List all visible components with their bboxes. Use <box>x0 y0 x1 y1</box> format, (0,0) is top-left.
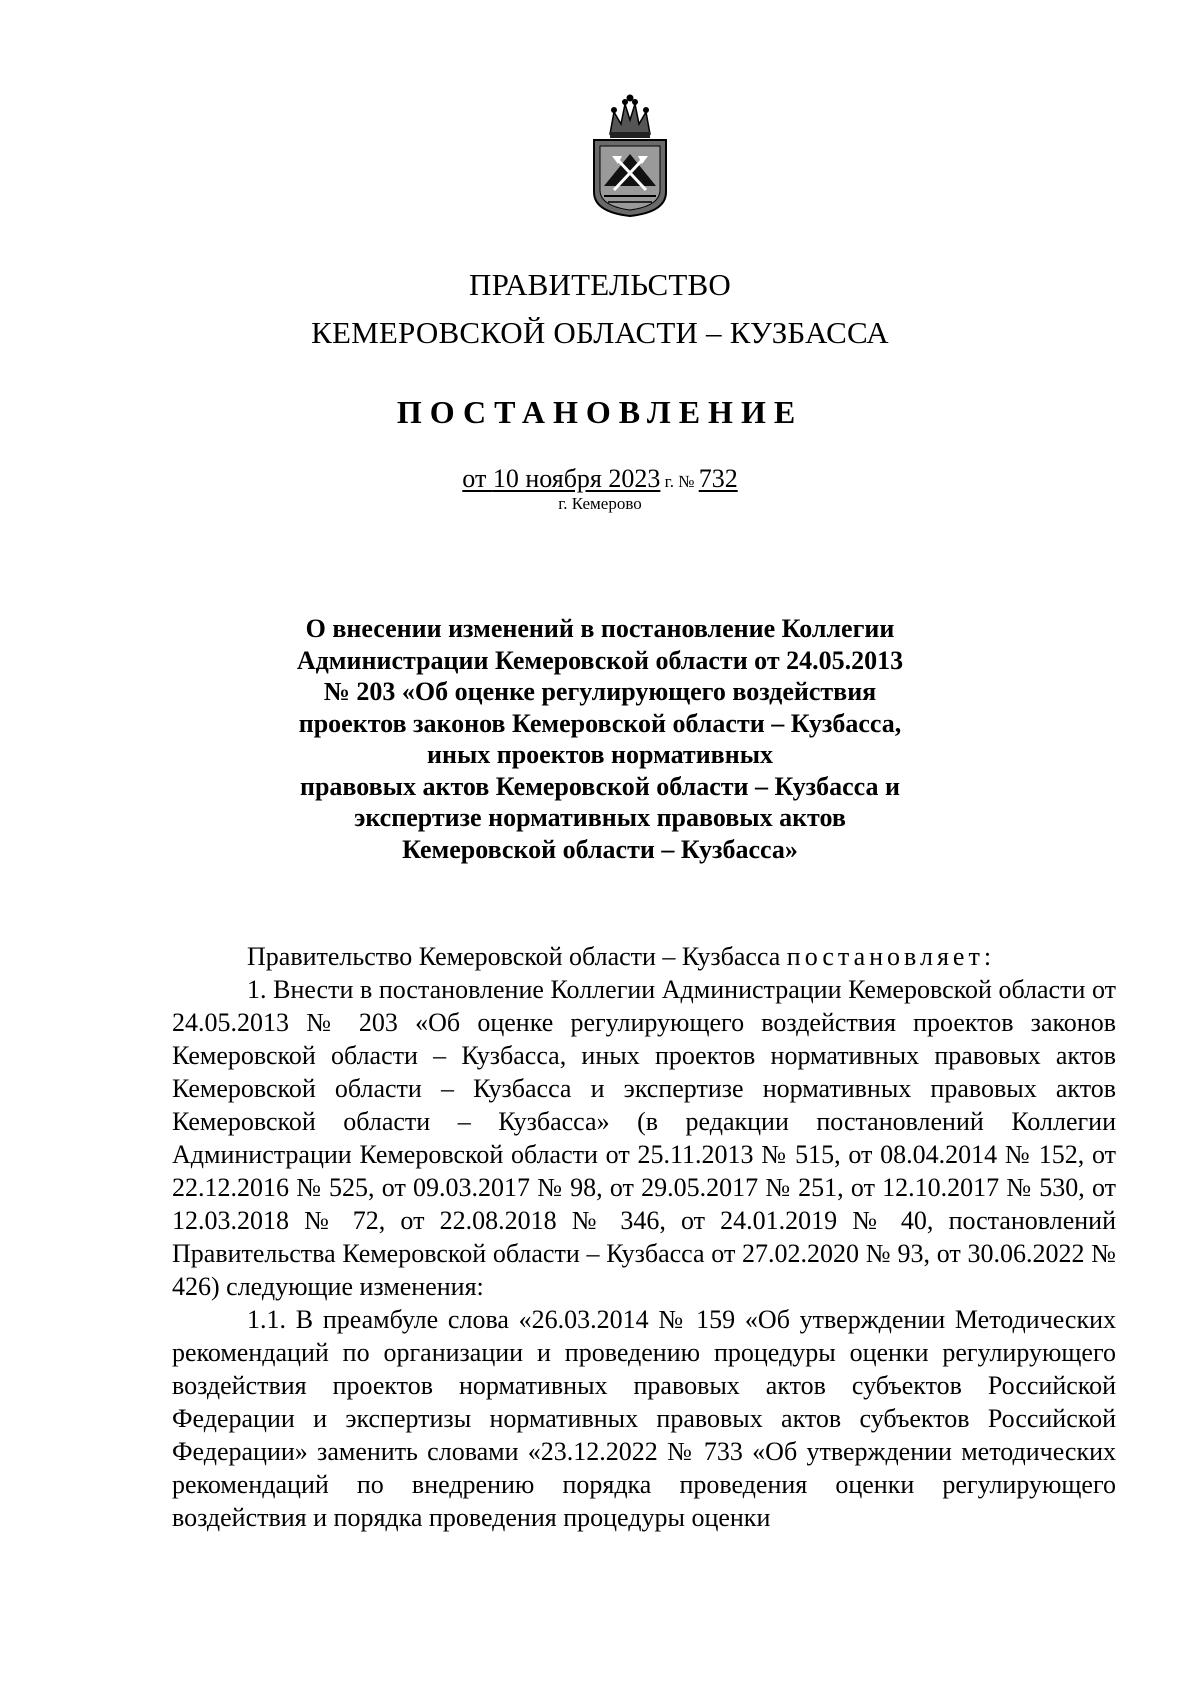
document-subject <box>200 613 1000 865</box>
date-number-line <box>0 464 1200 497</box>
city-name: г. Кемерово <box>558 494 642 513</box>
subject-line: Кемеровской области – Кузбасса» <box>402 834 798 864</box>
subject-line: Администрации Кемеровской области от 24.05.2013 <box>296 645 904 675</box>
government-name-line2: КЕМЕРОВСКОЙ ОБЛАСТИ – КУЗБАССА <box>311 315 889 350</box>
subject-line: проектов законов Кемеровской области – Кузбасса, <box>298 708 902 738</box>
subject-line: правовых актов Кемеровской области – Кузбасса и <box>299 771 901 801</box>
document-date: 10 ноября 2023 <box>492 464 661 493</box>
paragraph-1: 1. Внести в постановление Коллегии Администрации Кемеровской области от 24.05.2013 № 203 «Об оценке регулирующего воздействия проектов законов Кемеровской области – Кузбасса, иных проектов нормативных правовых актов Кемеровской области – Кузбасса и экспертизе нормативных правовых актов Кемеровской области – Кузбасса» (в редакции постановлений Коллегии Администрации Кемеровской области от 25.11.2013 № 515, от 08.04.2014 № 152, от 22.12.2016 № 525, от 09.03.2017 № 98, от 29.05.2017 № 251, от 12.10.2017 № 530, от 12.03.2018 № 72, от 22.08.2018 № 346, от 24.01.2019 № 40, постановлений Правительства Кемеровской области – Кузбасса от 27.02.2020 № 93, от 30.06.2022 № 426) следующие изменения: <box>172 975 1116 1301</box>
document-number: 732 <box>698 464 738 493</box>
intro-colon: : <box>983 942 992 971</box>
government-name-line1: ПРАВИТЕЛЬСТВО <box>469 267 731 302</box>
subject-line: экспертизе нормативных правовых актов <box>354 803 846 832</box>
intro-text: Правительство Кемеровской области – Кузбасса <box>247 942 787 971</box>
document-body <box>172 940 1116 1534</box>
paragraph-1-1: 1.1. В преамбуле слова «26.03.2014 № 159 «Об утверждении Методических рекомендаций по организации и проведению процедуры оценки регулирующего воздействия проектов нормативных правовых актов субъектов Российской Федерации и экспертизы нормативных правовых актов субъектов Российской Федерации» заменить словами «23.12.2022 № 733 «Об утверждении методических рекомендаций по внедрению порядка проведения оценки регулирующего воздействия и порядка проведения процедуры оценки <box>172 1305 1116 1532</box>
document-type-title: ПОСТАНОВЛЕНИЕ <box>396 394 804 430</box>
intro-keyword: постановляет <box>786 942 984 971</box>
coat-of-arms-icon <box>588 94 672 218</box>
subject-line: О внесении изменений в постановление Коллегии <box>305 614 895 643</box>
subject-line: иных проектов нормативных <box>426 740 774 769</box>
intro-paragraph <box>172 940 1116 973</box>
date-prefix: от <box>462 464 493 493</box>
subject-line: № 203 «Об оценке регулирующего воздействия <box>323 677 877 706</box>
year-suffix: г. <box>660 472 674 491</box>
number-sign: № <box>673 472 699 491</box>
